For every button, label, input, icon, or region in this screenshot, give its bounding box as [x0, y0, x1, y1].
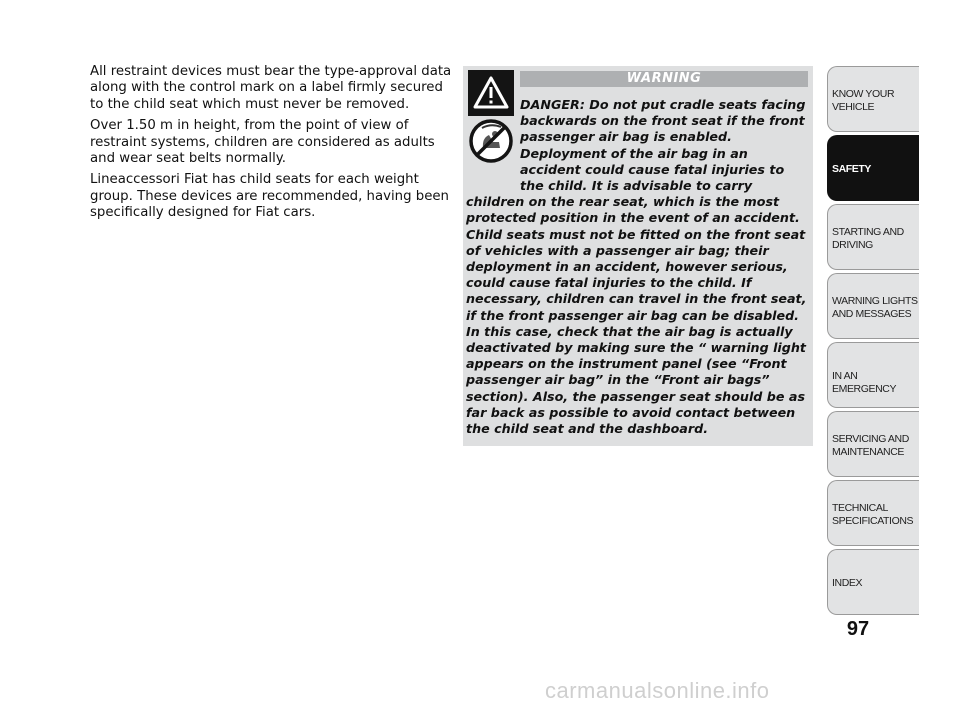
- tab-index[interactable]: INDEX: [827, 549, 919, 615]
- paragraph-height-adults: Over 1.50 m in height, from the point of view of restraint systems, children are considered as adults and wear seat belts normally.: [90, 118, 435, 167]
- tab-safety[interactable]: SAFETY: [827, 135, 919, 201]
- tab-starting-and-driving[interactable]: STARTING AND DRIVING: [827, 204, 919, 270]
- tab-technical-specifications[interactable]: TECHNICAL SPECIFICATIONS: [827, 480, 919, 546]
- page-number: 97: [846, 618, 870, 640]
- tab-warning-lights[interactable]: WARNING LIGHTS AND MESSAGES: [827, 273, 919, 339]
- tab-know-your-vehicle[interactable]: KNOW YOUR VEHICLE: [827, 66, 919, 132]
- section-tabs: [827, 66, 919, 618]
- tab-in-an-emergency[interactable]: IN AN EMERGENCY: [827, 342, 919, 408]
- warning-box: [463, 66, 813, 446]
- warning-text-block: [466, 97, 811, 437]
- warning-title: WARNING: [520, 71, 808, 87]
- paragraph-type-approval: All restraint devices must bear the type-approval data along with the control mark on a label firmly secured to the child seat which must never be removed.: [90, 64, 452, 112]
- paragraph-lineaccessori: Lineaccessori Fiat has child seats for each weight group. These devices are recommended, having been specifically designed for Fiat cars.: [90, 172, 449, 221]
- tab-servicing[interactable]: SERVICING AND MAINTENANCE: [827, 411, 919, 477]
- watermark: carmanualsonline.info: [545, 678, 770, 703]
- warning-text: DANGER: Do not put cradle seats facing backwards on the front seat if the front passenger air bag is enabled. Deployment of the air bag in an accident could cause fatal injuries to the child. It is advisable to carry children on the rear seat, which is the most protected position in the event of an accident. Child seats must not be fitted on the front seat of vehicles with a passenger air bag; their deployment in an accident, however serious, could cause fatal injuries to the child. If necessary, children can travel in the front seat, if the front passenger air bag can be disabled. In this case, check that the air bag is actually deactivated by making sure the “ warning light appears on the instrument panel (see “Front passenger air bag” in the “Front air bags” section). Also, the passenger seat should be as far back as possible to avoid contact between the child seat and the dashboard.: [466, 97, 807, 437]
- body-text: [90, 64, 452, 227]
